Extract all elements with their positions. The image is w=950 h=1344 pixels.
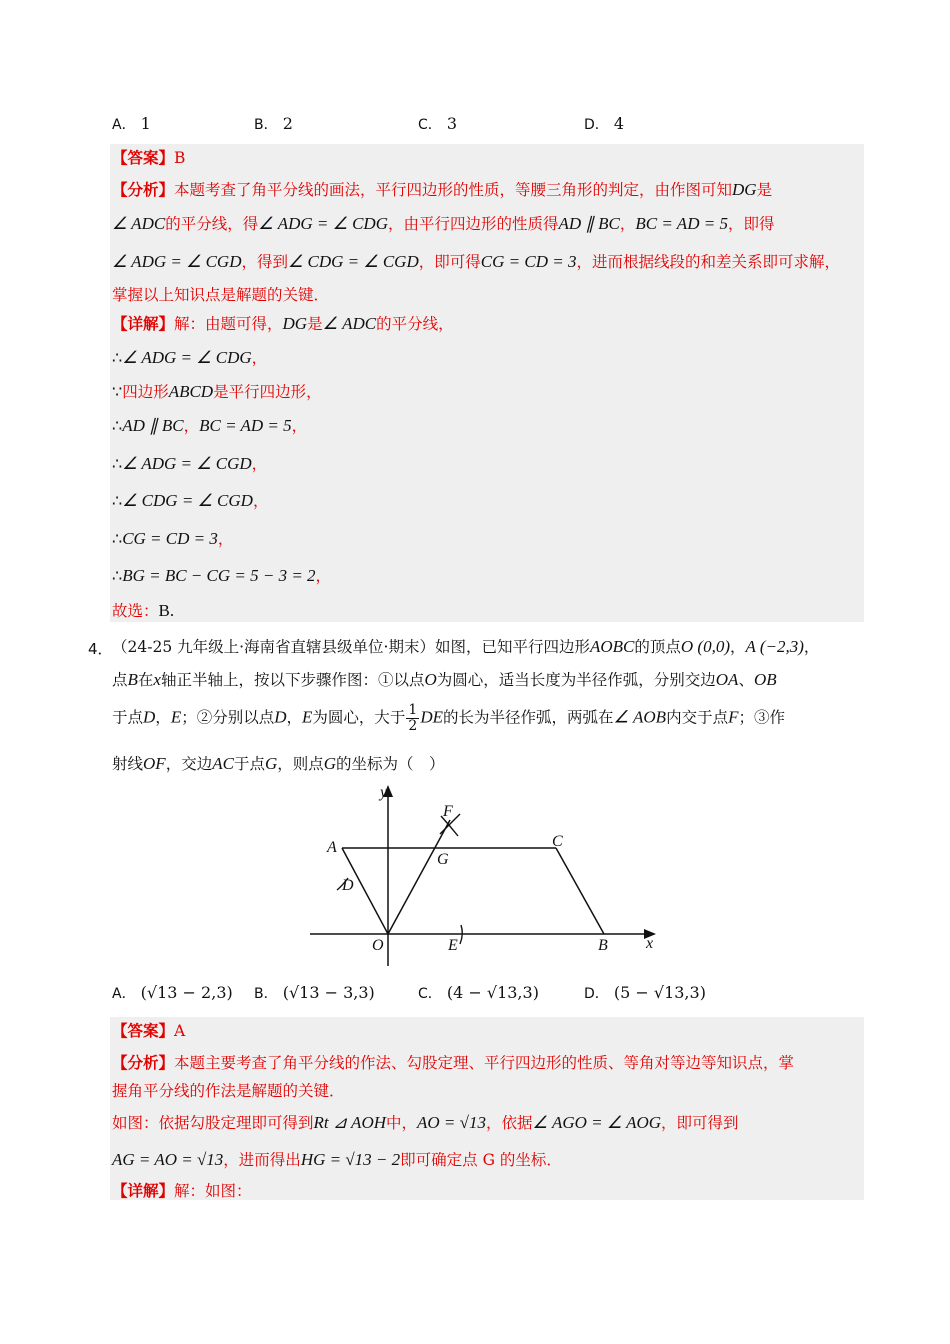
q3-step-2: ∵四边形ABCD是平行四边形，	[112, 382, 322, 401]
q3-solution-box	[110, 144, 864, 622]
label-g: G	[437, 851, 449, 868]
ray-of	[388, 820, 450, 934]
q4-option-b: B． (√13 − 3,3)	[254, 983, 375, 1002]
q4-answer-line: 【答案】A	[112, 1021, 186, 1040]
label-o: O	[372, 937, 384, 954]
q3-step-3: ∴AD ∥ BC，BC = AD = 5，	[112, 416, 308, 435]
q4-detail-line: 【详解】解：如图：	[112, 1181, 252, 1200]
q3-conclusion: 故选：B.	[112, 601, 175, 620]
q4-options	[112, 983, 872, 1011]
segment-cb	[556, 848, 604, 934]
q3-detail-line: 【详解】解：由题可得，DG是∠ ADC的平分线，	[112, 314, 454, 333]
q4-analysis-line-1: 【分析】本题主要考查了角平分线的作法、勾股定理、平行四边形的性质、等角对等边等知识点，掌	[112, 1053, 795, 1072]
q3-step-4: ∴∠ ADG = ∠ CGD，	[112, 454, 268, 473]
label-f: F	[443, 803, 453, 820]
label-b: B	[598, 937, 608, 954]
label-c: C	[552, 833, 563, 850]
q4-stem-line-1: （24-25 九年级上·海南省直辖县级单位·期末）如图，已知平行四边形AOBC的顶点O (0,0)，A (−2,3)，	[112, 637, 820, 656]
q3-analysis-line-2: ∠ ADC的平分线，得∠ ADG = ∠ CDG，由平行四边形的性质得AD ∥ BC，BC = AD = 5，即得	[112, 214, 775, 233]
q3-analysis-line-1: 【分析】本题考查了角平分线的画法，平行四边形的性质，等腰三角形的判定，由作图可知DG是	[112, 180, 773, 199]
label-e: E	[448, 937, 458, 954]
q4-stem-line-3: 于点D，E；②分别以点D，E为圆心，大于 $\frac{1}{2}$ DE的长为半径作弧，两弧在∠ AOB内交于点F；③作	[112, 702, 785, 734]
q3-step-5: ∴∠ CDG = ∠ CGD，	[112, 491, 269, 510]
q4-option-a: A． (√13 − 2,3)	[112, 983, 233, 1002]
q3-step-6: ∴CG = CD = 3，	[112, 529, 234, 548]
q3-option-c: C． 3	[418, 114, 458, 133]
q4-analysis-line-2: 握角平分线的作法是解题的关键．	[112, 1082, 345, 1100]
label-x: x	[646, 935, 654, 952]
q3-step-1: ∴∠ ADG = ∠ CDG，	[112, 348, 268, 367]
q3-option-d: D． 4	[584, 114, 625, 133]
q4-solution-box	[110, 1017, 864, 1200]
q4-analysis-line-3: 如图：依据勾股定理即可得到Rt ⊿ AOH中，AO = √13，依据∠ AGO = ∠ AOG，即可得到	[112, 1113, 739, 1132]
q3-answer-line: 【答案】B	[112, 148, 186, 167]
q3-analysis-line-3: ∠ ADG = ∠ CGD，得到∠ CDG = ∠ CGD，即可得CG = CD = 3，进而根据线段的和差关系即可求解，	[112, 252, 840, 271]
label-a: A	[327, 839, 337, 856]
q4-figure-parallelogram	[300, 780, 670, 970]
q4-number: 4．	[88, 640, 113, 658]
q4-stem-line-4: 射线OF，交边AC于点G，则点G的坐标为（ ）	[112, 754, 445, 773]
q4-analysis-line-4: AG = AO = √13，进而得出HG = √13 − 2即可确定点 G 的坐标．	[112, 1150, 562, 1169]
q4-option-c: C． (4 − √13,3)	[418, 983, 539, 1002]
label-d: D	[342, 877, 354, 894]
q4-option-d: D． (5 − √13,3)	[584, 983, 706, 1002]
label-y: y	[380, 784, 388, 801]
q4-stem-line-2: 点B在x轴正半轴上，按以下步骤作图：①以点O为圆心，适当长度为半径作弧，分别交边OA、OB	[112, 670, 777, 689]
q3-analysis-line-4: 掌握以上知识点是解题的关键．	[112, 286, 330, 304]
q3-option-a: A． 1	[112, 114, 151, 133]
q3-options	[112, 114, 872, 142]
q3-option-b: B． 2	[254, 114, 293, 133]
fraction-one-half: $\frac{1}{2}$	[408, 702, 418, 734]
q3-step-7: ∴BG = BC − CG = 5 − 3 = 2，	[112, 566, 332, 585]
